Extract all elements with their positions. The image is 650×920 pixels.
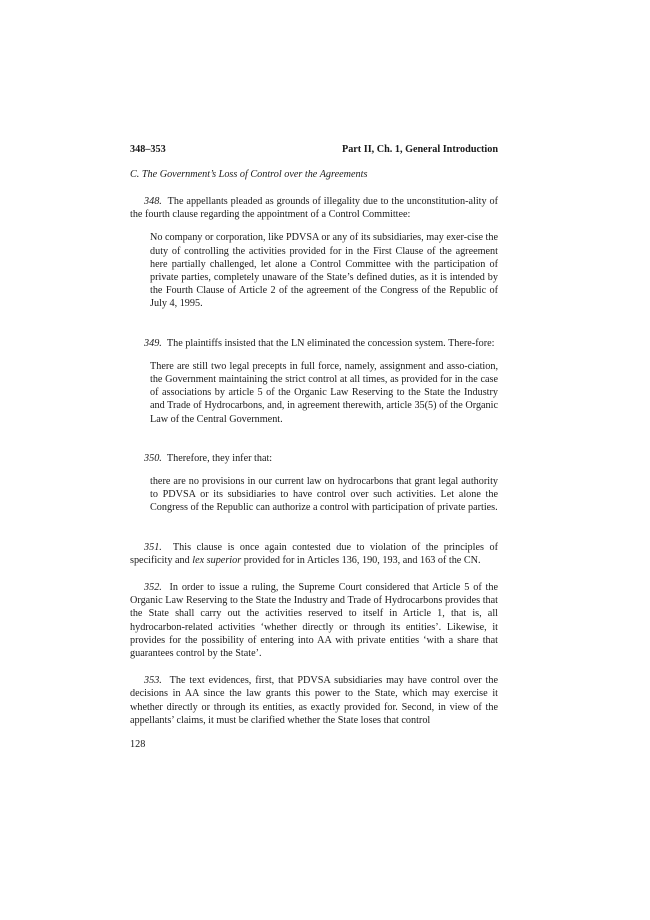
block-quote-349: There are still two legal precepts in full force, namely, assignment and asso-ciation, the Government maintaining the strict control at all times, as provided for in the case of associations by article 5 of the Organic Law Reserving to the State the Industry and Trade of Hydrocarbons, and, in agreement therewith, article 35(5) of the Organic Law of the Central Government. xyxy=(150,360,498,425)
paragraph-number: 352. xyxy=(144,582,162,594)
paragraph-number: 348. xyxy=(144,196,162,207)
chapter-title: Part II, Ch. 1, General Introduction xyxy=(341,144,498,155)
paragraph-353 xyxy=(130,674,498,727)
paragraph-text: The text evidences, first, that PDVSA subsidiaries may have control over the decisions in AA since the law grants this power to the State, which may exercise it whether directly or through its entities, as exactly provided for. Second, in view of the appellants’ claims, it must be clarified whether the State loses that control xyxy=(130,675,498,726)
paragraph-351 xyxy=(130,541,498,567)
section-heading: C. The Government’s Loss of Control over the Agreements xyxy=(130,169,368,180)
paragraph-text: Therefore, they infer that: xyxy=(166,452,273,464)
paragraph-number: 350. xyxy=(144,452,162,464)
paragraph-352 xyxy=(130,581,498,660)
paragraph-350 xyxy=(130,452,498,465)
paragraph-text: In order to issue a ruling, the Supreme Court considered that Article 5 of the Organic Law Reserving to the State the Industry and Trade of Hydrocarbons provides that the State shall carry out the activities reserved to itself in Article 1, that is, all hydrocarbon-related activities ‘whether directly or through its entities’. Likewise, it provides for the possibility of entering into AA with private entities ‘with a share that guarantees control by the State’. xyxy=(130,582,498,660)
page-number: 128 xyxy=(130,739,146,751)
paragraph-range: 348–353 xyxy=(130,144,166,155)
paragraph-text: The appellants pleaded as grounds of illegality due to the unconstitution-ality of the fourth clause regarding the appointment of a Control Committee: xyxy=(130,196,498,221)
paragraph-text: This clause is once again contested due to violation of the principles of specificity and xyxy=(130,541,498,566)
paragraph-number: 351. xyxy=(144,541,162,553)
running-head xyxy=(130,143,498,157)
block-quote-350: there are no provisions in our current law on hydrocarbons that grant legal authority to PDVSA or its subsidiaries to have control over such activities. Let alone the Congress of the Republic can authorize a control with participation of private parties. xyxy=(150,476,498,514)
paragraph-number: 353. xyxy=(144,675,162,687)
block-quote-348: No company or corporation, like PDVSA or any of its subsidiaries, may exer-cise the duty of controlling the activities provided for in the First Clause of the agreement here partially challenged, let alone a Control Committee with the participation of private parties, completely unaware of the State’s defined duties, as it is intended by the Fourth Clause of Article 2 of the agreement of the Congress of the Republic of July 4, 1995. xyxy=(150,232,498,310)
paragraph-349 xyxy=(130,337,498,350)
paragraph-text-continued: provided for in Articles 136, 190, 193, and 163 of the CN. xyxy=(243,554,481,566)
paragraph-number: 349. xyxy=(144,337,162,349)
paragraph-text: The plaintiffs insisted that the LN eliminated the concession system. There-fore: xyxy=(166,337,495,349)
book-page xyxy=(130,143,498,752)
paragraph-348 xyxy=(130,195,498,221)
latin-term: lex superior xyxy=(192,554,242,566)
